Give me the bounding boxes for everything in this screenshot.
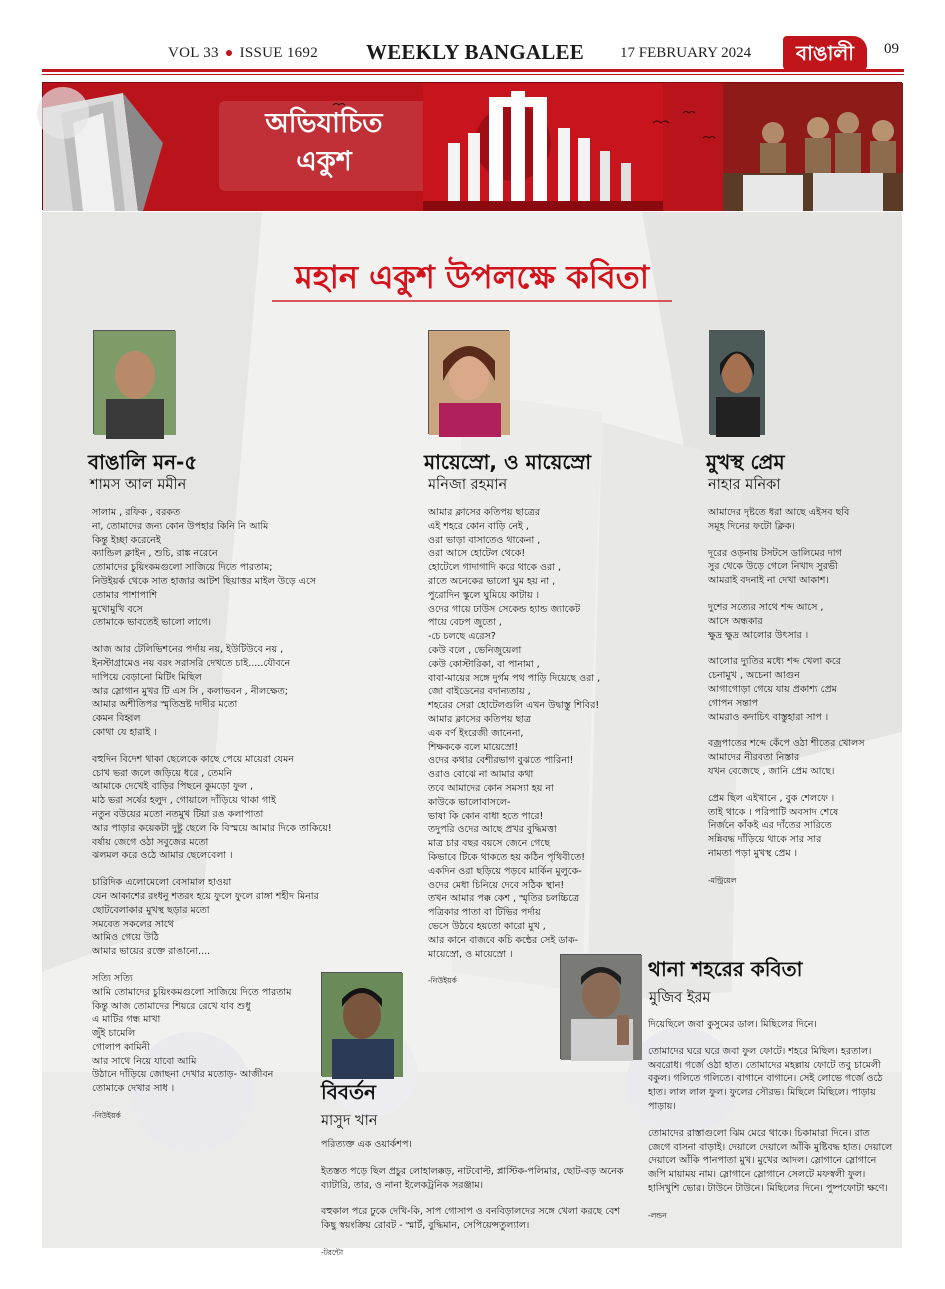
- poem-line: নিউইয়র্ক থেকে সাত হাজার আটশ ছিয়াত্তর মাইল উড়ে এসে: [92, 575, 317, 587]
- poem-line: মাত্র চার বছর বয়সে জেনে গেছে: [428, 838, 550, 850]
- poem-line: আগাগোড়া গেয়ে যায় প্রকাশ্য প্রেম: [708, 683, 837, 695]
- poem-line: তোমাকে দেখার সাধ ।: [92, 1083, 175, 1095]
- poem-line: প্রেম ছিল এইখানে , বুক শেলফে ।: [708, 792, 835, 804]
- stanza: [708, 655, 898, 724]
- poem-line: তোমার পাশাপাশি: [92, 589, 158, 601]
- banner-title-line1: অভিযাচিত: [265, 108, 383, 139]
- poem-line: ওরাও বোঝে না আমার কথা: [428, 769, 534, 781]
- poem-line: বজ্রপাতের শব্দে কেঁপে ওঠা শীতের খোলস: [708, 738, 865, 750]
- poem-line: আর সাথে নিয়ে যাবো আমি: [92, 1055, 197, 1067]
- shaheed-minar-center-graphic: [423, 83, 663, 211]
- poem-line: আমার ক্লাসের কতিপয় ছাত্রের: [428, 507, 540, 518]
- martyr-busts-graphic: [723, 83, 903, 211]
- poem-line: হোটেলে গাদাগাদি করে থাকে ওরা ,: [428, 562, 562, 574]
- poem-paragraph: তোমাদের রাস্তাগুলো ঝিম মেরে থাকে। চিকামারা দিনে। রাত জেগে বাসনা বাড়াই। দেয়ালে দেয়ালে আঁকি মুষ্টিবদ্ধ হাত। দেয়ালে দেয়ালে আঁকি পানপাতা মুখ। মুখের আদল। স্লোগানে স্লোগানে জপি মায়াময় নাম। স্লোগানে স্লোগানে সেলটে মফস্বলী ফুল। হাসিখুশি ভোর। টাউনে টাউনে। মিছিলের দিনে। পুষ্পফোটা ক্ষণে।: [648, 1127, 893, 1194]
- poem-line: নামতা পড়া মুখস্থ প্রেম ।: [708, 847, 798, 859]
- poem-line: ভাষা কি কোন বাধা হতে পারে!: [428, 810, 544, 822]
- poem-line: কেমন বিহ্বল: [92, 713, 141, 725]
- poem-line: বাবা-মায়ের সঙ্গে দুর্গম পথ পাড়ি দিয়েছে ওরা ,: [428, 672, 601, 684]
- poem-line: এক বর্ণ ইংরেজী জানেনা,: [428, 727, 524, 739]
- poem-line: যখন বেজেছে , জানি প্রেম আছে।: [708, 765, 835, 777]
- poem-line: সত্যি সত্যি: [92, 972, 133, 984]
- poem-line: আমরাই বদনাই না দেখা আকাশ।: [708, 575, 829, 587]
- poem-title-maestro: মায়েস্রো, ও মায়েস্রো: [424, 450, 592, 474]
- poem-line: একদিন ওরা ছড়িয়ে পড়বে মার্কিন মুলুকে-: [428, 865, 582, 877]
- poem-line: ঝলমল করে ওঠে আমার ছেলেবেলা ।: [92, 850, 233, 862]
- poem-line: উঠানে দাঁড়িয়ে জোছনা দেখার মতোড়- আজীবন: [92, 1069, 274, 1081]
- heading-underline: [272, 300, 672, 302]
- poem-line: কোথা যে হারাই ।: [92, 726, 157, 738]
- poem-line: শহরের সেরা হোটেলগুলি এখন উদ্বাস্তু শিবির!: [428, 700, 600, 712]
- poem-line: যেন আকাশের রংধনু শতরং হয়ে ফুলে ফুলে রাঙ্গা শহীদ মিনার: [92, 890, 319, 902]
- poem-line: বর্ষায় জেগে ওঠা সবুজের মতো: [92, 836, 209, 848]
- poem-line: আর কানে বাজবে কচি কন্ঠের সেই ডাক-: [428, 934, 579, 946]
- poem-line: সমূহ দিনের ফটো ক্লিক।: [708, 520, 795, 532]
- poem-place: -লন্ডন: [648, 1210, 667, 1220]
- poem-line: পায়ে বেঢপ জুতো ,: [428, 617, 502, 629]
- poem-line: এই শহরে কোন বাড়ি নেই ,: [428, 520, 529, 532]
- banner-artwork: [43, 83, 903, 211]
- stanza: [708, 737, 898, 778]
- poem-line: আমার অশীতিপর স্মৃতিভ্রষ্ট দাদীর মতো: [92, 699, 238, 711]
- main-heading: মহান একুশ উপলক্ষে কবিতা: [295, 258, 649, 296]
- poet-name-mujib: মুজিব ইরম: [649, 990, 711, 1006]
- poet-name-nahar: নাহার মনিকা: [708, 477, 781, 493]
- poem-line: সালাম , রফিক , বরকত: [92, 507, 181, 518]
- poem-line: ক্যান্ডিল ক্লাইন , শুচি, রাঙ্ক নরেনে: [92, 548, 218, 560]
- poem-line: না, তোমাদের জন্য কোন উপহার কিনি নি আমি: [92, 520, 269, 532]
- poem-line: তদুপরি ওদের আছে প্রখর বুদ্ধিমত্তা: [428, 824, 557, 836]
- poem-line: সন্নিবদ্ধ দাঁড়িয়ে থাকে সার সার: [708, 834, 822, 846]
- stanza: [92, 643, 412, 740]
- poem-line: আমি তোমাদের চুয়িংকমগুলো সাজিয়ে দিতে পারতাম: [92, 986, 292, 998]
- poem-line: গোলাপ কামিনী: [92, 1041, 150, 1053]
- poem-line: জো বাইডেনের বদান্যতায় ,: [428, 686, 531, 698]
- poem-line: আমার ক্লাসের কতিপয় ছাত্র: [428, 713, 531, 725]
- issue-number: ISSUE 1692: [239, 45, 319, 61]
- poet-photo-shams: [93, 330, 175, 434]
- poem-line: কিভাবে টিকে থাকতে হয় কঠিন পৃথিবীতে!: [428, 851, 586, 863]
- poet-photo-moniza: [428, 330, 509, 434]
- poem-line: আসে অন্ধকার: [708, 615, 763, 627]
- poem-place: -নিউইয়র্ক: [428, 976, 457, 986]
- poem-title-biborton: বিবর্তন: [321, 1080, 376, 1104]
- poet-name-moniza: মনিজা রহমান: [428, 477, 508, 493]
- poem-line: রাতে অনেকের ভালো ঘুম হয় না ,: [428, 575, 556, 587]
- poem-line: ওরা ভাড়া বাসাতেও থাকেনা ,: [428, 534, 541, 546]
- poem-title-bangali-mon: বাঙালি মন-৫: [88, 450, 198, 474]
- poem-line: আর পাড়ার কয়েকটা দুষ্টু ছেলে কি বিস্ময়ে আমার দিকে তাকিয়ে!: [92, 822, 332, 834]
- poem-line: সমবেত সকলের সাথে: [92, 918, 174, 930]
- poem-line: পত্রিকার পাতা বা টিভির পর্দায়: [428, 907, 541, 919]
- stanza: [92, 876, 412, 959]
- poem-place: -মন্ট্রিয়েল: [708, 875, 737, 885]
- poem-line: আমাকে দেখেই বাড়ির পিছনে কুমড়ো ফুল ,: [92, 781, 254, 793]
- volume-issue: [168, 45, 318, 62]
- poem-line: সুর থেকে উড়ে গেলে নিখাদ সুরভী: [708, 561, 838, 573]
- poem-body-biborton: [321, 1138, 633, 1260]
- poem-body-thana-shohor: [648, 1018, 894, 1223]
- poem-line: কিন্তু ইচ্ছা করেনেই: [92, 534, 161, 546]
- separator-dot-icon: ●: [224, 46, 234, 61]
- poem-paragraph: বহুকাল পরে ঢুকে দেখি-কি, সাপ গোসাপ ও বনবিড়ালদের সঙ্গে খেলা করছে বেশ কিছু স্বয়ংক্রিয় রোবট - স্মার্ট, বুদ্ধিমান, সেপিয়েন্সতুল্যাল।: [321, 1206, 620, 1232]
- poem-title-thana-shohor: থানা শহরের কবিতা: [648, 957, 803, 981]
- poem-line: নতুন বউয়ের মতো নতমুখ টিয়া রঙ কলাপাতা: [92, 808, 264, 820]
- poem-line: ওদের কথার বেশীরভাগ বুঝতে পারিনা!: [428, 755, 574, 767]
- poem-line: ওরা আসে হোটেল থেকে!: [428, 548, 526, 560]
- poem-line: মায়েস্রো, ও মায়েস্রো ।: [428, 948, 513, 960]
- poem-line: গোপন সন্তাপ: [708, 697, 759, 709]
- poem-line: কেউ বলে , ভেনিজুয়েলা: [428, 644, 522, 656]
- poem-line: আমরাও কদাচিৎ বাস্তুহারা সাপ ।: [708, 711, 829, 723]
- stanza: [428, 506, 688, 961]
- poem-place: -নিউইয়র্ক: [92, 1111, 121, 1121]
- poem-body-mukhostho-prem: [708, 506, 898, 888]
- poem-line: মাঠ ভরা সর্ষের হলুদ , গোয়ালে দাঁড়িয়ে থাকা গাই: [92, 795, 276, 807]
- poem-line: -চে চলছে এরেস?: [428, 631, 496, 643]
- poem-line: তবে আমাদের কোন সমস্যা হয় না: [428, 782, 554, 794]
- stanza: [92, 506, 412, 630]
- poem-line: চোখ ভরা জলে জড়িয়ে ধরে , তেমনি: [92, 767, 232, 779]
- masthead: [0, 0, 945, 70]
- banner-title-line2: একুশ: [296, 146, 352, 177]
- poem-line: চেনামুখ , অচেনা আগুন: [708, 670, 800, 682]
- banner-title: [219, 105, 429, 181]
- poet-photo-mujib: [560, 954, 641, 1059]
- poem-body-maestro: [428, 506, 688, 988]
- poem-line: আজ আর টেলিভিশনের পর্দায় নয়, ইউটিউবে নয় ,: [92, 644, 284, 656]
- ekushey-banner: [42, 82, 902, 210]
- stanza: [92, 753, 412, 863]
- poem-place: -টরন্টো: [321, 1247, 344, 1257]
- poem-line: ওদের গায়ে ঢাউস সেকেন্ড হ্যান্ড জ্যাকেট: [428, 603, 581, 615]
- poem-line: কিন্তু আজ তোমাদের শিয়রে রেখে যাব শুধু: [92, 1000, 251, 1012]
- poem-line: আর স্লোগান মুখর টি এস সি , কলাভবন , নীলক্ষেত;: [92, 685, 289, 697]
- poem-line: নির্জনে কাঁকই এর দাঁতের সারিতে: [708, 820, 832, 832]
- masthead-rule-thin: [42, 74, 904, 75]
- poem-title-mukhostho-prem: মুখস্থ প্রেম: [706, 450, 785, 474]
- poem-line: তোমাদের চুয়িংকমগুলো সাজিয়ে দিতে পারতাম;: [92, 562, 273, 574]
- poem-line: ছোটবেলাকার মুখস্থ ছড়ার মতো: [92, 904, 210, 916]
- poem-line: জুঁই চামেলি: [92, 1028, 136, 1040]
- poem-line: আলোর দ্যুতির মধ্যে শব্দ খেলা করে: [708, 656, 841, 668]
- poem-line: কাউকে ভালোবাসলে-: [428, 796, 511, 808]
- poem-paragraph: ইতস্তত পড়ে ছিল প্রচুর লোহালক্কড়, নাটবোল্ট, প্লাস্টিক-পলিমার, ছোট-বড় অনেক ব্যাটারি, তার, ও নানা ইলেকট্রনিক সরঞ্জাম।: [321, 1165, 624, 1191]
- poem-line: দূরের ওড়নায় টসটসে ডালিমের দাগ: [708, 547, 842, 559]
- poem-line: চারিদিক এলোমেলো বেসামাল হাওয়া: [92, 877, 232, 889]
- poem-line: তাই থাকে । পরিপাটি অবসাদ শেষে: [708, 806, 839, 818]
- poet-name-masud: মাসুদ খান: [321, 1113, 378, 1129]
- newspaper-logo: বাঙালী: [783, 36, 867, 70]
- poem-line: তোমাকে ভাবতেই ভালো লাগে।: [92, 617, 212, 629]
- poem-paragraph: পরিত্যক্ত এক ওয়ার্কশপ।: [321, 1139, 412, 1150]
- volume-number: VOL 33: [168, 45, 219, 61]
- poet-photo-masud: [321, 972, 402, 1076]
- poet-photo-nahar: [709, 330, 764, 434]
- poem-line: তখন আমার পক্ক কেশ , স্মৃতির চলচ্চিত্রে: [428, 893, 580, 905]
- newspaper-title: WEEKLY BANGALEE: [366, 40, 584, 64]
- issue-date: 17 FEBRUARY 2024: [620, 45, 752, 61]
- poem-line: এ মাটির গন্ধ মাখা: [92, 1014, 161, 1026]
- page-number: 09: [884, 41, 899, 57]
- poet-name-shams: শামস আল মমীন: [90, 477, 187, 493]
- stanza: [708, 506, 898, 534]
- poem-line: মুখোমুখি বসে: [92, 603, 143, 615]
- poem-line: ক্ষুদ্র ক্ষুদ্র আলোর উৎসার ।: [708, 629, 809, 641]
- poem-line: পুরোদিন স্কুলে ঘুমিয়ে কাটায় ।: [428, 589, 540, 601]
- poem-line: ওদের মেধা চিনিয়ে দেবে সঠিক স্থান!: [428, 879, 565, 891]
- poem-paragraph: তোমাদের ঘরে ঘরে জবা ফুল ফোটে। শহরে মিছিল। হরতাল। অবরোধ। গর্জে ওঠা হাত। তোমাদের মহল্লায় ফোটে তবু চামেলী বকুল। গলিতে গলিতে। বাগানে বাগানে। সেই লোভে গর্জে ওঠে হাত। লাল লাল ফুল। ফুলের সৌরভ। মিছিলে মিছিলে। পাড়ায় পাড়ায়।: [648, 1045, 883, 1112]
- poem-line: আমাদের দৃষ্টতে ধরা আছে এইসব ছবি: [708, 507, 850, 518]
- poem-line: দুশের সত্যের সাথে শব্দ আসে ,: [708, 601, 824, 613]
- masthead-rule: [42, 69, 904, 72]
- poem-paragraph: দিয়েছিলে জবা কুসুমের ডাল। মিছিলের দিনে।: [648, 1019, 817, 1030]
- poem-line: ইনস্টাগ্রামেও নয় বরং সরাসরি দেখতে চাই.....যৌবনে: [92, 657, 291, 669]
- stanza: [708, 547, 898, 588]
- poem-line: ভেসে উঠবে হয়তো কারো মুখ ,: [428, 920, 546, 932]
- poem-line: দাপিয়ে বেড়ানো মিটিং মিছিল: [92, 671, 202, 683]
- stanza: [708, 601, 898, 642]
- poem-line: আমার ভায়ের রক্তে রাঙানো....: [92, 946, 211, 958]
- stanza: [708, 792, 898, 861]
- poem-line: বহুদিন বিদেশ থাকা ছেলেকে কাছে পেয়ে মায়েরা যেমন: [92, 753, 294, 765]
- poem-line: আমাদের নীরবতা নিস্তার: [708, 752, 800, 764]
- poetry-page-content: [42, 212, 902, 1257]
- poem-line: শিক্ষককে বলে মায়েস্রো!: [428, 741, 519, 753]
- poem-line: কেউ কোস্টারিকা, বা পানামা ,: [428, 658, 540, 670]
- poem-line: আমিও গেয়ে উঠি: [92, 932, 159, 944]
